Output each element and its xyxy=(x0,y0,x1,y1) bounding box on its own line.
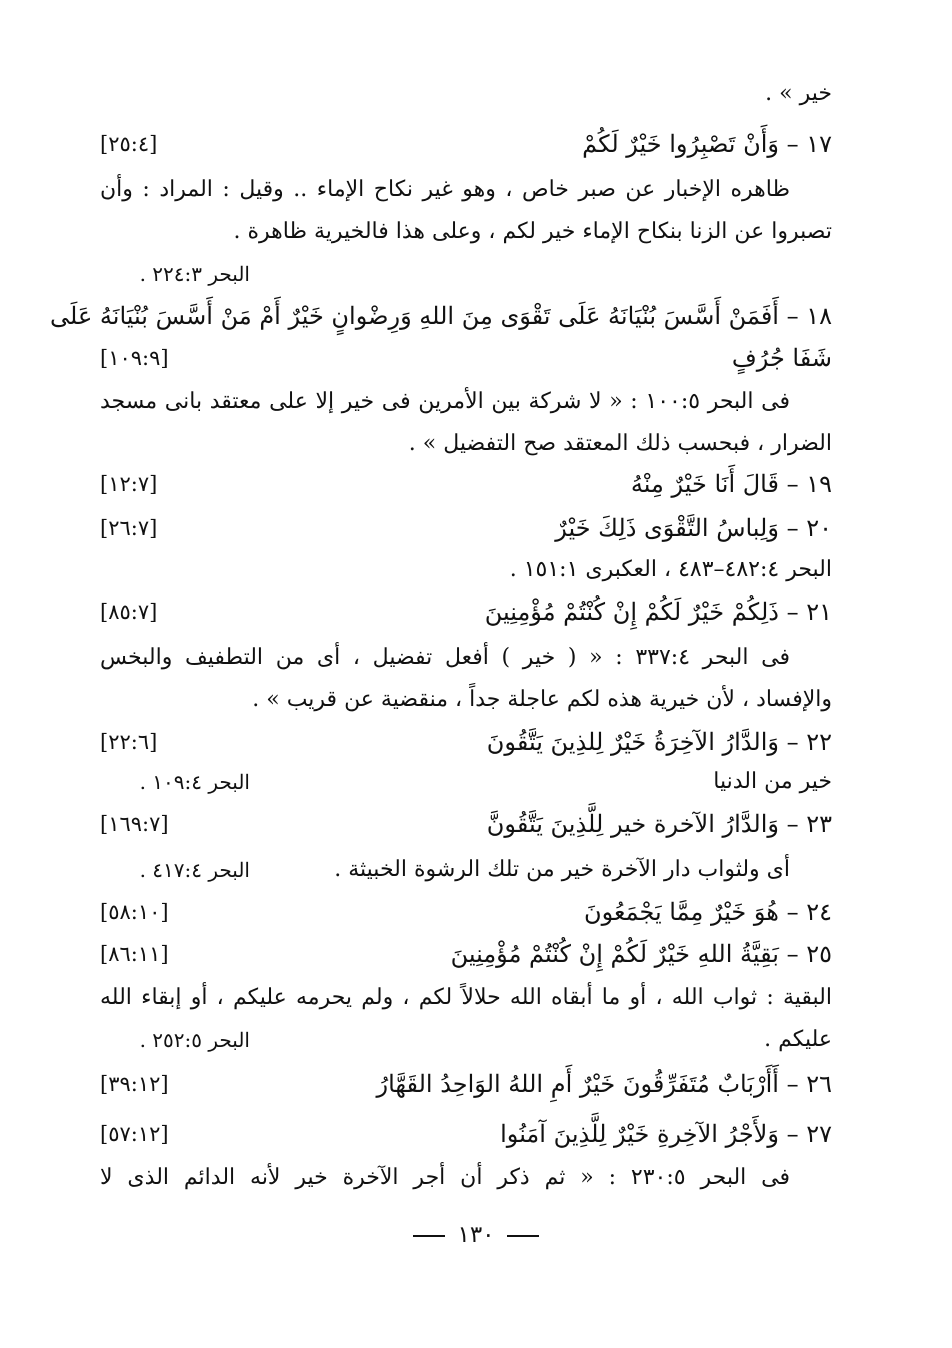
page-number xyxy=(0,1222,952,1248)
line-text: فى البحر ٢٣٠:٥ : « ثم ذكر أن أجر الآخرة خير لأنه الدائم الذى لا xyxy=(100,1165,791,1190)
line-text: فى البحر ٣٣٧:٤ : « ( خير ) أفعل تفضيل ، أى من التطفيف والبخس xyxy=(100,645,791,670)
source-citation: البحر ٢٢٤:٣ . xyxy=(139,262,250,286)
verse-entry-23 xyxy=(100,806,832,842)
continuation-line xyxy=(100,76,832,112)
verse-text: ٢٢ – وَالدَّارُ الآخِرَةُ خَيْرٌ لِلذِينَ يَتَّقُونَ xyxy=(486,728,832,756)
verse-text: ١٨ – أَفَمَنْ أَسَّسَ بُنْيَانَهُ عَلَى تَقْوَى مِنَ اللهِ وَرِضْوانٍ خَيْرٌ أَمْ مَنْ أَسَّسَ بُنْيَانَهُ عَلَى xyxy=(50,302,832,330)
source-citation: البحر ١٠٩:٤ . xyxy=(139,770,250,794)
line-text: فى البحر ١٠٠:٥ : « لا شركة بين الأمرين فى خير إلا على معتقد بانى مسجد xyxy=(100,389,790,414)
line-text: عليكم . xyxy=(764,1027,832,1052)
verse-reference: [١٢:٧] xyxy=(100,472,158,496)
verse-text: ٢٧ – وَلأَجْرُ الآخِرةِ خَيْرٌ لِلَّذِينَ آمَنُوا xyxy=(500,1120,832,1148)
verse-reference: [٥٨:١٠] xyxy=(100,900,169,924)
verse-entry-18 xyxy=(50,298,832,334)
commentary-line xyxy=(100,640,832,676)
verse-text: ١٧ – وَأَنْ تَصْبِرُوا خَيْرٌ لَكُمْ xyxy=(582,130,832,158)
verse-text: ٢٤ – هُوَ خَيْرٌ مِمَّا يَجْمَعُونَ xyxy=(584,898,832,926)
line-text: خير » . xyxy=(765,81,832,106)
commentary-line xyxy=(100,980,832,1016)
source-citation: البحر ٢٥٢:٥ . xyxy=(139,1028,250,1052)
commentary-line xyxy=(100,1022,832,1058)
line-text: ظاهره الإخبار عن صبر خاص ، وهو غير نكاح الإماء .. وقيل : المراد : وأن xyxy=(100,177,790,202)
verse-entry-18-cont xyxy=(100,340,832,376)
line-text: البقية : ثواب الله ، أو ما أبقاه الله حلالاً لكم ، ولم يحرمه عليكم ، أو إبقاء الله xyxy=(100,985,832,1010)
verse-reference: [٢٦:٧] xyxy=(100,516,158,540)
commentary-line xyxy=(100,682,832,718)
verse-reference: [١٠٩:٩] xyxy=(100,346,169,370)
commentary-line xyxy=(100,764,832,800)
dash-left xyxy=(507,1235,539,1237)
source-citation: البحر ٤٨٢:٤–٤٨٣ ، العكبرى ١٥١:١ . xyxy=(509,557,832,582)
verse-entry-26 xyxy=(100,1066,832,1102)
verse-entry-27 xyxy=(100,1116,832,1152)
verse-entry-19 xyxy=(100,466,832,502)
dash-right xyxy=(413,1235,445,1237)
verse-text: ٢٥ – بَقِيَّةُ اللهِ خَيْرٌ لَكُمْ إِنْ كُنْتُمْ مُؤْمِنِينَ xyxy=(450,940,832,968)
verse-entry-20 xyxy=(100,510,832,546)
verse-reference: [٨٥:٧] xyxy=(100,600,158,624)
line-text: تصبروا عن الزنا بنكاح الإماء خير لكم ، وعلى هذا فالخيرية ظاهرة . xyxy=(233,219,832,244)
verse-entry-17 xyxy=(100,126,832,162)
verse-reference: [٣٩:١٢] xyxy=(100,1072,169,1096)
commentary-line xyxy=(100,426,832,462)
page-number-text: ١٣٠ xyxy=(457,1222,495,1248)
commentary-line xyxy=(100,172,832,208)
verse-reference: [٢٥:٤] xyxy=(100,132,158,156)
verse-text: ٢٣ – وَالدَّارُ الآخرة خير لِلَّذِينَ يَتَّقُونَّ xyxy=(486,810,832,838)
commentary-line xyxy=(100,214,832,250)
verse-text: ١٩ – قَالَ أَنَا خَيْرٌ مِنْهُ xyxy=(630,470,832,498)
verse-reference: [١٦٩:٧] xyxy=(100,812,169,836)
source-line xyxy=(100,552,832,588)
verse-reference: [٨٦:١١] xyxy=(100,942,169,966)
verse-entry-25 xyxy=(100,936,832,972)
verse-text: ٢٠ – وَلِباسُ التَّقْوَى ذَلِكَ خَيْرٌ xyxy=(555,514,832,542)
line-text: خير من الدنيا xyxy=(713,769,832,794)
source-citation: البحر ٤١٧:٤ . xyxy=(139,858,250,882)
line-text: أى ولثواب دار الآخرة خير من تلك الرشوة الخبيثة . xyxy=(334,857,790,882)
verse-entry-21 xyxy=(100,594,832,630)
line-text: الضرار ، فبحسب ذلك المعتقد صح التفضيل » . xyxy=(408,431,832,456)
line-text: والإفساد ، لأن خيرية هذه لكم عاجلة جداً ، منقضية عن قريب » . xyxy=(252,687,832,712)
verse-text: شَفَا جُرُفٍ xyxy=(731,344,832,372)
verse-reference: [٥٧:١٢] xyxy=(100,1122,169,1146)
commentary-line xyxy=(100,384,832,420)
commentary-line xyxy=(100,1160,832,1196)
source-line xyxy=(100,256,832,292)
verse-entry-24 xyxy=(100,894,832,930)
verse-reference: [٢٢:٦] xyxy=(100,730,158,754)
verse-entry-22 xyxy=(100,724,832,760)
commentary-line xyxy=(100,852,832,888)
verse-text: ٢١ – ذَلِكُمْ خَيْرٌ لَكُمْ إِنْ كُنْتُمْ مُؤْمِنِينَ xyxy=(484,598,832,626)
verse-text: ٢٦ – أَأَرْبَابٌ مُتَفَرِّقُونَ خَيْرٌ أَمِ اللهُ الوَاحِدُ القَهَّارُ xyxy=(376,1070,832,1098)
